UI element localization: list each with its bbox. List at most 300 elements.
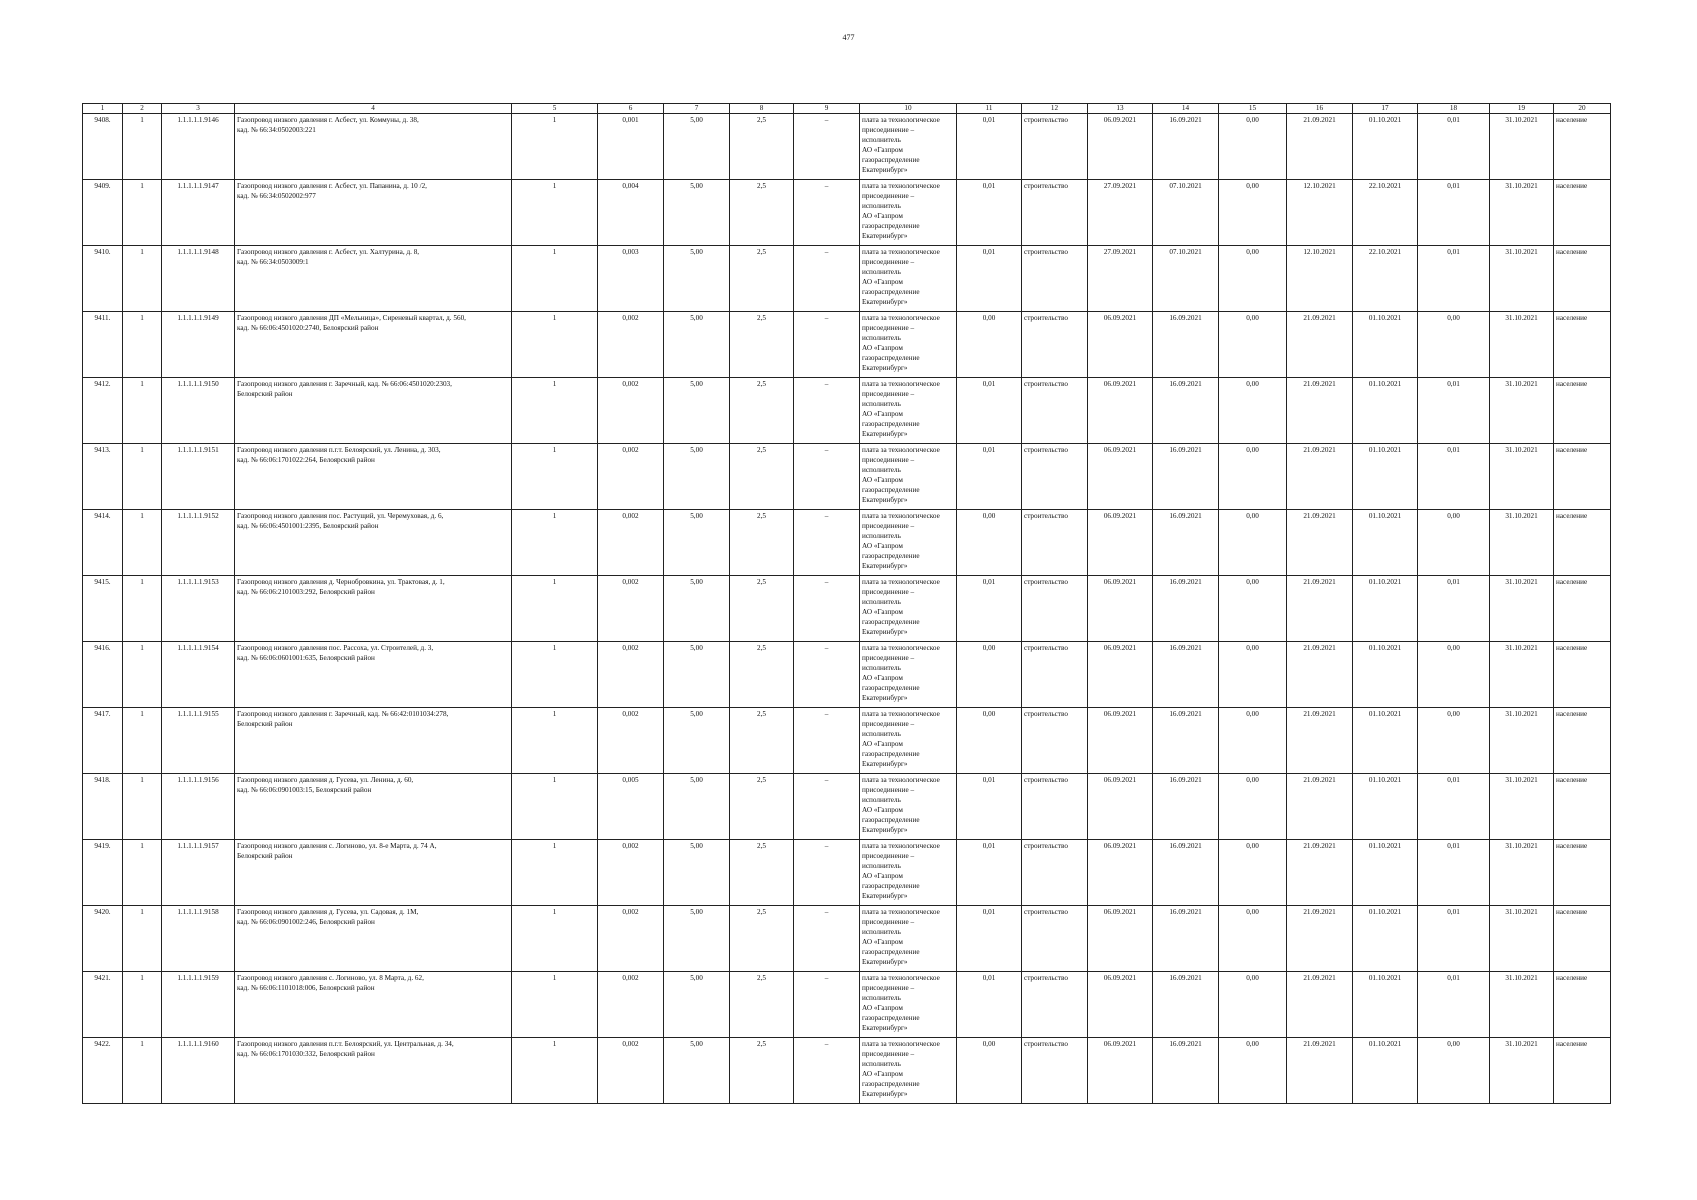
col2-cell: 1 <box>123 576 162 642</box>
col11-cell: 0,01 <box>957 576 1022 642</box>
col7-cell: 5,00 <box>664 906 730 972</box>
category-cell: население <box>1554 642 1611 708</box>
row-number-cell: 9420. <box>83 906 123 972</box>
col11-cell: 0,00 <box>957 312 1022 378</box>
date-start-cell: 06.09.2021 <box>1088 114 1153 180</box>
col9-cell: – <box>794 510 860 576</box>
row-number-cell: 9411. <box>83 312 123 378</box>
date-cell-17: 01.10.2021 <box>1353 576 1418 642</box>
table-row <box>83 246 1611 312</box>
col2-cell: 1 <box>123 906 162 972</box>
description-cell: Газопровод низкого давления п.г.т. Белоярский, ул. Центральная, д. 34, кад. № 66:06:1701030:332, Белоярский район <box>235 1038 512 1104</box>
col9-cell: – <box>794 906 860 972</box>
col5-cell: 1 <box>512 576 598 642</box>
project-code-cell: 1.1.1.1.1.9149 <box>162 312 235 378</box>
column-header-13: 13 <box>1088 104 1153 114</box>
date-cell-17: 01.10.2021 <box>1353 906 1418 972</box>
date-start-cell: 27.09.2021 <box>1088 246 1153 312</box>
stage-cell: строительство <box>1022 840 1088 906</box>
col11-cell: 0,00 <box>957 1038 1022 1104</box>
column-header-11: 11 <box>957 104 1022 114</box>
col2-cell: 1 <box>123 642 162 708</box>
col15-cell: 0,00 <box>1219 840 1287 906</box>
stage-cell: строительство <box>1022 576 1088 642</box>
project-code-cell: 1.1.1.1.1.9154 <box>162 642 235 708</box>
date-start-cell: 06.09.2021 <box>1088 642 1153 708</box>
description-cell: Газопровод низкого давления д. Гусева, ул. Ленина, д. 60, кад. № 66:06:0901003:15, Белоярский район <box>235 774 512 840</box>
col8-cell: 2,5 <box>730 444 794 510</box>
col2-cell: 1 <box>123 114 162 180</box>
date-cell-19: 31.10.2021 <box>1490 1038 1554 1104</box>
project-code-cell: 1.1.1.1.1.9147 <box>162 180 235 246</box>
row-number-cell: 9409. <box>83 180 123 246</box>
col15-cell: 0,00 <box>1219 906 1287 972</box>
category-cell: население <box>1554 444 1611 510</box>
date-cell-16: 21.09.2021 <box>1287 906 1353 972</box>
col15-cell: 0,00 <box>1219 1038 1287 1104</box>
row-number-cell: 9416. <box>83 642 123 708</box>
description-cell: Газопровод низкого давления д. Чернобровкина, ул. Трактовая, д. 1, кад. № 66:06:2101003:292, Белоярский район <box>235 576 512 642</box>
date-cell-19: 31.10.2021 <box>1490 972 1554 1038</box>
col5-cell: 1 <box>512 378 598 444</box>
column-header-3: 3 <box>162 104 235 114</box>
table-row <box>83 840 1611 906</box>
date-end-cell: 16.09.2021 <box>1153 444 1219 510</box>
description-cell: Газопровод низкого давления ДП «Мельница», Сиреневый квартал, д. 560, кад. № 66:06:4501020:2740, Белоярский район <box>235 312 512 378</box>
category-cell: население <box>1554 312 1611 378</box>
table-row <box>83 972 1611 1038</box>
stage-cell: строительство <box>1022 444 1088 510</box>
description-cell: Газопровод низкого давления с. Логиново, ул. 8 Марта, д. 62, кад. № 66:06:1101018:006, Белоярский район <box>235 972 512 1038</box>
col9-cell: – <box>794 114 860 180</box>
stage-cell: строительство <box>1022 180 1088 246</box>
col6-cell: 0,002 <box>598 312 664 378</box>
row-number-cell: 9421. <box>83 972 123 1038</box>
date-cell-16: 21.09.2021 <box>1287 708 1353 774</box>
col18-cell: 0,00 <box>1418 510 1490 576</box>
date-cell-16: 21.09.2021 <box>1287 840 1353 906</box>
col8-cell: 2,5 <box>730 840 794 906</box>
col11-cell: 0,01 <box>957 180 1022 246</box>
col18-cell: 0,00 <box>1418 642 1490 708</box>
col6-cell: 0,005 <box>598 774 664 840</box>
col18-cell: 0,01 <box>1418 114 1490 180</box>
date-end-cell: 16.09.2021 <box>1153 378 1219 444</box>
project-code-cell: 1.1.1.1.1.9160 <box>162 1038 235 1104</box>
date-cell-16: 21.09.2021 <box>1287 972 1353 1038</box>
col5-cell: 1 <box>512 642 598 708</box>
date-cell-16: 21.09.2021 <box>1287 444 1353 510</box>
date-cell-16: 12.10.2021 <box>1287 180 1353 246</box>
col5-cell: 1 <box>512 1038 598 1104</box>
col5-cell: 1 <box>512 180 598 246</box>
col7-cell: 5,00 <box>664 246 730 312</box>
date-cell-17: 22.10.2021 <box>1353 180 1418 246</box>
col15-cell: 0,00 <box>1219 312 1287 378</box>
col11-cell: 0,01 <box>957 246 1022 312</box>
project-code-cell: 1.1.1.1.1.9152 <box>162 510 235 576</box>
table-row <box>83 312 1611 378</box>
date-cell-19: 31.10.2021 <box>1490 642 1554 708</box>
date-end-cell: 16.09.2021 <box>1153 114 1219 180</box>
stage-cell: строительство <box>1022 972 1088 1038</box>
col6-cell: 0,001 <box>598 114 664 180</box>
table-row <box>83 708 1611 774</box>
col7-cell: 5,00 <box>664 708 730 774</box>
col18-cell: 0,01 <box>1418 378 1490 444</box>
col5-cell: 1 <box>512 774 598 840</box>
category-cell: население <box>1554 972 1611 1038</box>
col2-cell: 1 <box>123 444 162 510</box>
col5-cell: 1 <box>512 972 598 1038</box>
stage-cell: строительство <box>1022 114 1088 180</box>
date-start-cell: 27.09.2021 <box>1088 180 1153 246</box>
date-cell-17: 01.10.2021 <box>1353 972 1418 1038</box>
date-end-cell: 16.09.2021 <box>1153 1038 1219 1104</box>
project-code-cell: 1.1.1.1.1.9153 <box>162 576 235 642</box>
col2-cell: 1 <box>123 510 162 576</box>
table-row <box>83 906 1611 972</box>
column-header-14: 14 <box>1153 104 1219 114</box>
financing-source-cell: плата за технологическое присоединение – исполнитель АО «Газпром газораспределение Екатеринбург» <box>860 642 957 708</box>
col11-cell: 0,01 <box>957 774 1022 840</box>
date-end-cell: 16.09.2021 <box>1153 642 1219 708</box>
col6-cell: 0,002 <box>598 642 664 708</box>
date-cell-16: 21.09.2021 <box>1287 774 1353 840</box>
col15-cell: 0,00 <box>1219 378 1287 444</box>
col8-cell: 2,5 <box>730 180 794 246</box>
col6-cell: 0,002 <box>598 972 664 1038</box>
col15-cell: 0,00 <box>1219 708 1287 774</box>
col2-cell: 1 <box>123 840 162 906</box>
date-cell-16: 21.09.2021 <box>1287 1038 1353 1104</box>
col6-cell: 0,003 <box>598 246 664 312</box>
col8-cell: 2,5 <box>730 642 794 708</box>
col8-cell: 2,5 <box>730 906 794 972</box>
col11-cell: 0,00 <box>957 510 1022 576</box>
col7-cell: 5,00 <box>664 378 730 444</box>
category-cell: население <box>1554 114 1611 180</box>
col15-cell: 0,00 <box>1219 576 1287 642</box>
col2-cell: 1 <box>123 246 162 312</box>
col8-cell: 2,5 <box>730 114 794 180</box>
col9-cell: – <box>794 1038 860 1104</box>
col18-cell: 0,01 <box>1418 774 1490 840</box>
financing-source-cell: плата за технологическое присоединение – исполнитель АО «Газпром газораспределение Екатеринбург» <box>860 840 957 906</box>
description-cell: Газопровод низкого давления с. Логиново, ул. 8-е Марта, д. 74 А, Белоярский район <box>235 840 512 906</box>
stage-cell: строительство <box>1022 708 1088 774</box>
description-cell: Газопровод низкого давления г. Асбест, ул. Папанина, д. 10 /2, кад. № 66:34:0502002:977 <box>235 180 512 246</box>
col15-cell: 0,00 <box>1219 114 1287 180</box>
financing-source-cell: плата за технологическое присоединение – исполнитель АО «Газпром газораспределение Екатеринбург» <box>860 972 957 1038</box>
stage-cell: строительство <box>1022 510 1088 576</box>
financing-source-cell: плата за технологическое присоединение – исполнитель АО «Газпром газораспределение Екатеринбург» <box>860 906 957 972</box>
date-start-cell: 06.09.2021 <box>1088 1038 1153 1104</box>
col9-cell: – <box>794 312 860 378</box>
column-header-20: 20 <box>1554 104 1611 114</box>
date-cell-16: 21.09.2021 <box>1287 510 1353 576</box>
col18-cell: 0,01 <box>1418 906 1490 972</box>
date-cell-16: 21.09.2021 <box>1287 576 1353 642</box>
col18-cell: 0,01 <box>1418 972 1490 1038</box>
date-start-cell: 06.09.2021 <box>1088 774 1153 840</box>
column-header-19: 19 <box>1490 104 1554 114</box>
date-cell-19: 31.10.2021 <box>1490 708 1554 774</box>
financing-source-cell: плата за технологическое присоединение – исполнитель АО «Газпром газораспределение Екатеринбург» <box>860 378 957 444</box>
date-cell-19: 31.10.2021 <box>1490 378 1554 444</box>
col8-cell: 2,5 <box>730 1038 794 1104</box>
col15-cell: 0,00 <box>1219 180 1287 246</box>
col18-cell: 0,01 <box>1418 246 1490 312</box>
category-cell: население <box>1554 1038 1611 1104</box>
col7-cell: 5,00 <box>664 510 730 576</box>
category-cell: население <box>1554 708 1611 774</box>
financing-source-cell: плата за технологическое присоединение – исполнитель АО «Газпром газораспределение Екатеринбург» <box>860 444 957 510</box>
col15-cell: 0,00 <box>1219 972 1287 1038</box>
col2-cell: 1 <box>123 1038 162 1104</box>
date-cell-17: 01.10.2021 <box>1353 642 1418 708</box>
row-number-cell: 9408. <box>83 114 123 180</box>
financing-source-cell: плата за технологическое присоединение – исполнитель АО «Газпром газораспределение Екатеринбург» <box>860 1038 957 1104</box>
col2-cell: 1 <box>123 708 162 774</box>
date-end-cell: 16.09.2021 <box>1153 972 1219 1038</box>
date-start-cell: 06.09.2021 <box>1088 972 1153 1038</box>
financing-source-cell: плата за технологическое присоединение – исполнитель АО «Газпром газораспределение Екатеринбург» <box>860 114 957 180</box>
date-cell-16: 21.09.2021 <box>1287 114 1353 180</box>
col7-cell: 5,00 <box>664 444 730 510</box>
date-cell-17: 01.10.2021 <box>1353 312 1418 378</box>
column-header-2: 2 <box>123 104 162 114</box>
col18-cell: 0,01 <box>1418 576 1490 642</box>
date-cell-19: 31.10.2021 <box>1490 444 1554 510</box>
table-body <box>83 114 1611 1104</box>
date-cell-19: 31.10.2021 <box>1490 312 1554 378</box>
column-header-5: 5 <box>512 104 598 114</box>
col18-cell: 0,01 <box>1418 840 1490 906</box>
date-cell-19: 31.10.2021 <box>1490 510 1554 576</box>
col8-cell: 2,5 <box>730 312 794 378</box>
col6-cell: 0,002 <box>598 444 664 510</box>
col8-cell: 2,5 <box>730 774 794 840</box>
col9-cell: – <box>794 246 860 312</box>
investment-table <box>82 103 1611 1104</box>
description-cell: Газопровод низкого давления п.г.т. Белоярский, ул. Ленина, д. 303, кад. № 66:06:1701022:264, Белоярский район <box>235 444 512 510</box>
financing-source-cell: плата за технологическое присоединение – исполнитель АО «Газпром газораспределение Екатеринбург» <box>860 510 957 576</box>
col7-cell: 5,00 <box>664 972 730 1038</box>
column-header-1: 1 <box>83 104 123 114</box>
date-cell-17: 01.10.2021 <box>1353 774 1418 840</box>
col8-cell: 2,5 <box>730 246 794 312</box>
date-cell-17: 01.10.2021 <box>1353 510 1418 576</box>
column-header-10: 10 <box>860 104 957 114</box>
col2-cell: 1 <box>123 180 162 246</box>
col11-cell: 0,01 <box>957 906 1022 972</box>
date-cell-16: 21.09.2021 <box>1287 312 1353 378</box>
column-header-4: 4 <box>235 104 512 114</box>
date-cell-17: 01.10.2021 <box>1353 114 1418 180</box>
category-cell: население <box>1554 576 1611 642</box>
description-cell: Газопровод низкого давления г. Асбест, ул. Халтурина, д. 8, кад. № 66:34:0503009:1 <box>235 246 512 312</box>
date-end-cell: 07.10.2021 <box>1153 246 1219 312</box>
col8-cell: 2,5 <box>730 378 794 444</box>
col8-cell: 2,5 <box>730 972 794 1038</box>
col6-cell: 0,002 <box>598 906 664 972</box>
table-row <box>83 774 1611 840</box>
stage-cell: строительство <box>1022 642 1088 708</box>
col2-cell: 1 <box>123 972 162 1038</box>
table-row <box>83 180 1611 246</box>
column-header-16: 16 <box>1287 104 1353 114</box>
col5-cell: 1 <box>512 312 598 378</box>
date-start-cell: 06.09.2021 <box>1088 378 1153 444</box>
date-cell-17: 01.10.2021 <box>1353 1038 1418 1104</box>
col11-cell: 0,01 <box>957 444 1022 510</box>
stage-cell: строительство <box>1022 1038 1088 1104</box>
col11-cell: 0,00 <box>957 642 1022 708</box>
stage-cell: строительство <box>1022 378 1088 444</box>
description-cell: Газопровод низкого давления г. Заречный, кад. № 66:42:0101034:278, Белоярский район <box>235 708 512 774</box>
financing-source-cell: плата за технологическое присоединение – исполнитель АО «Газпром газораспределение Екатеринбург» <box>860 180 957 246</box>
row-number-cell: 9412. <box>83 378 123 444</box>
date-cell-16: 12.10.2021 <box>1287 246 1353 312</box>
col15-cell: 0,00 <box>1219 510 1287 576</box>
col15-cell: 0,00 <box>1219 642 1287 708</box>
col9-cell: – <box>794 642 860 708</box>
project-code-cell: 1.1.1.1.1.9146 <box>162 114 235 180</box>
date-cell-19: 31.10.2021 <box>1490 774 1554 840</box>
col11-cell: 0,01 <box>957 972 1022 1038</box>
stage-cell: строительство <box>1022 906 1088 972</box>
col9-cell: – <box>794 378 860 444</box>
category-cell: население <box>1554 510 1611 576</box>
date-end-cell: 16.09.2021 <box>1153 708 1219 774</box>
description-cell: Газопровод низкого давления пос. Растущий, ул. Черемуховая, д. 6, кад. № 66:06:4501001:2395, Белоярский район <box>235 510 512 576</box>
col5-cell: 1 <box>512 114 598 180</box>
project-code-cell: 1.1.1.1.1.9148 <box>162 246 235 312</box>
category-cell: население <box>1554 906 1611 972</box>
row-number-cell: 9417. <box>83 708 123 774</box>
date-start-cell: 06.09.2021 <box>1088 444 1153 510</box>
date-start-cell: 06.09.2021 <box>1088 840 1153 906</box>
table-row <box>83 114 1611 180</box>
date-cell-19: 31.10.2021 <box>1490 576 1554 642</box>
column-header-15: 15 <box>1219 104 1287 114</box>
description-cell: Газопровод низкого давления г. Заречный, кад. № 66:06:4501020:2303, Белоярский район <box>235 378 512 444</box>
col15-cell: 0,00 <box>1219 774 1287 840</box>
project-code-cell: 1.1.1.1.1.9159 <box>162 972 235 1038</box>
col7-cell: 5,00 <box>664 180 730 246</box>
stage-cell: строительство <box>1022 774 1088 840</box>
col11-cell: 0,01 <box>957 378 1022 444</box>
col7-cell: 5,00 <box>664 114 730 180</box>
project-code-cell: 1.1.1.1.1.9155 <box>162 708 235 774</box>
date-cell-17: 01.10.2021 <box>1353 378 1418 444</box>
category-cell: население <box>1554 774 1611 840</box>
header-row <box>83 104 1611 114</box>
date-cell-16: 21.09.2021 <box>1287 378 1353 444</box>
table-row <box>83 444 1611 510</box>
col9-cell: – <box>794 444 860 510</box>
col18-cell: 0,00 <box>1418 312 1490 378</box>
row-number-cell: 9419. <box>83 840 123 906</box>
date-cell-16: 21.09.2021 <box>1287 642 1353 708</box>
col15-cell: 0,00 <box>1219 246 1287 312</box>
date-end-cell: 07.10.2021 <box>1153 180 1219 246</box>
col18-cell: 0,00 <box>1418 1038 1490 1104</box>
column-header-7: 7 <box>664 104 730 114</box>
table-row <box>83 510 1611 576</box>
financing-source-cell: плата за технологическое присоединение – исполнитель АО «Газпром газораспределение Екатеринбург» <box>860 708 957 774</box>
date-cell-17: 01.10.2021 <box>1353 444 1418 510</box>
column-header-17: 17 <box>1353 104 1418 114</box>
description-cell: Газопровод низкого давления д. Гусева, ул. Садовая, д. 1М, кад. № 66:06:0901002:246, Белоярский район <box>235 906 512 972</box>
project-code-cell: 1.1.1.1.1.9158 <box>162 906 235 972</box>
stage-cell: строительство <box>1022 246 1088 312</box>
col5-cell: 1 <box>512 510 598 576</box>
col7-cell: 5,00 <box>664 312 730 378</box>
category-cell: население <box>1554 180 1611 246</box>
project-code-cell: 1.1.1.1.1.9151 <box>162 444 235 510</box>
col7-cell: 5,00 <box>664 642 730 708</box>
col2-cell: 1 <box>123 774 162 840</box>
date-cell-19: 31.10.2021 <box>1490 246 1554 312</box>
col8-cell: 2,5 <box>730 708 794 774</box>
table-row <box>83 576 1611 642</box>
col8-cell: 2,5 <box>730 510 794 576</box>
date-end-cell: 16.09.2021 <box>1153 906 1219 972</box>
category-cell: население <box>1554 840 1611 906</box>
date-end-cell: 16.09.2021 <box>1153 510 1219 576</box>
category-cell: население <box>1554 378 1611 444</box>
column-header-12: 12 <box>1022 104 1088 114</box>
date-cell-19: 31.10.2021 <box>1490 180 1554 246</box>
date-end-cell: 16.09.2021 <box>1153 576 1219 642</box>
col7-cell: 5,00 <box>664 576 730 642</box>
page-number: 477 <box>842 33 855 42</box>
date-end-cell: 16.09.2021 <box>1153 840 1219 906</box>
table-row <box>83 378 1611 444</box>
table-row <box>83 642 1611 708</box>
row-number-cell: 9422. <box>83 1038 123 1104</box>
col5-cell: 1 <box>512 840 598 906</box>
column-header-18: 18 <box>1418 104 1490 114</box>
row-number-cell: 9415. <box>83 576 123 642</box>
financing-source-cell: плата за технологическое присоединение – исполнитель АО «Газпром газораспределение Екатеринбург» <box>860 774 957 840</box>
description-cell: Газопровод низкого давления пос. Рассоха, ул. Строителей, д. 3, кад. № 66:06:0601001:635, Белоярский район <box>235 642 512 708</box>
col7-cell: 5,00 <box>664 840 730 906</box>
column-header-6: 6 <box>598 104 664 114</box>
col18-cell: 0,01 <box>1418 180 1490 246</box>
col6-cell: 0,002 <box>598 840 664 906</box>
col18-cell: 0,00 <box>1418 708 1490 774</box>
col7-cell: 5,00 <box>664 1038 730 1104</box>
col9-cell: – <box>794 840 860 906</box>
project-code-cell: 1.1.1.1.1.9157 <box>162 840 235 906</box>
col9-cell: – <box>794 774 860 840</box>
date-start-cell: 06.09.2021 <box>1088 312 1153 378</box>
date-cell-19: 31.10.2021 <box>1490 906 1554 972</box>
col9-cell: – <box>794 576 860 642</box>
col11-cell: 0,00 <box>957 708 1022 774</box>
col11-cell: 0,01 <box>957 840 1022 906</box>
project-code-cell: 1.1.1.1.1.9156 <box>162 774 235 840</box>
col9-cell: – <box>794 708 860 774</box>
col5-cell: 1 <box>512 246 598 312</box>
row-number-cell: 9413. <box>83 444 123 510</box>
col5-cell: 1 <box>512 708 598 774</box>
col6-cell: 0,002 <box>598 1038 664 1104</box>
col6-cell: 0,004 <box>598 180 664 246</box>
